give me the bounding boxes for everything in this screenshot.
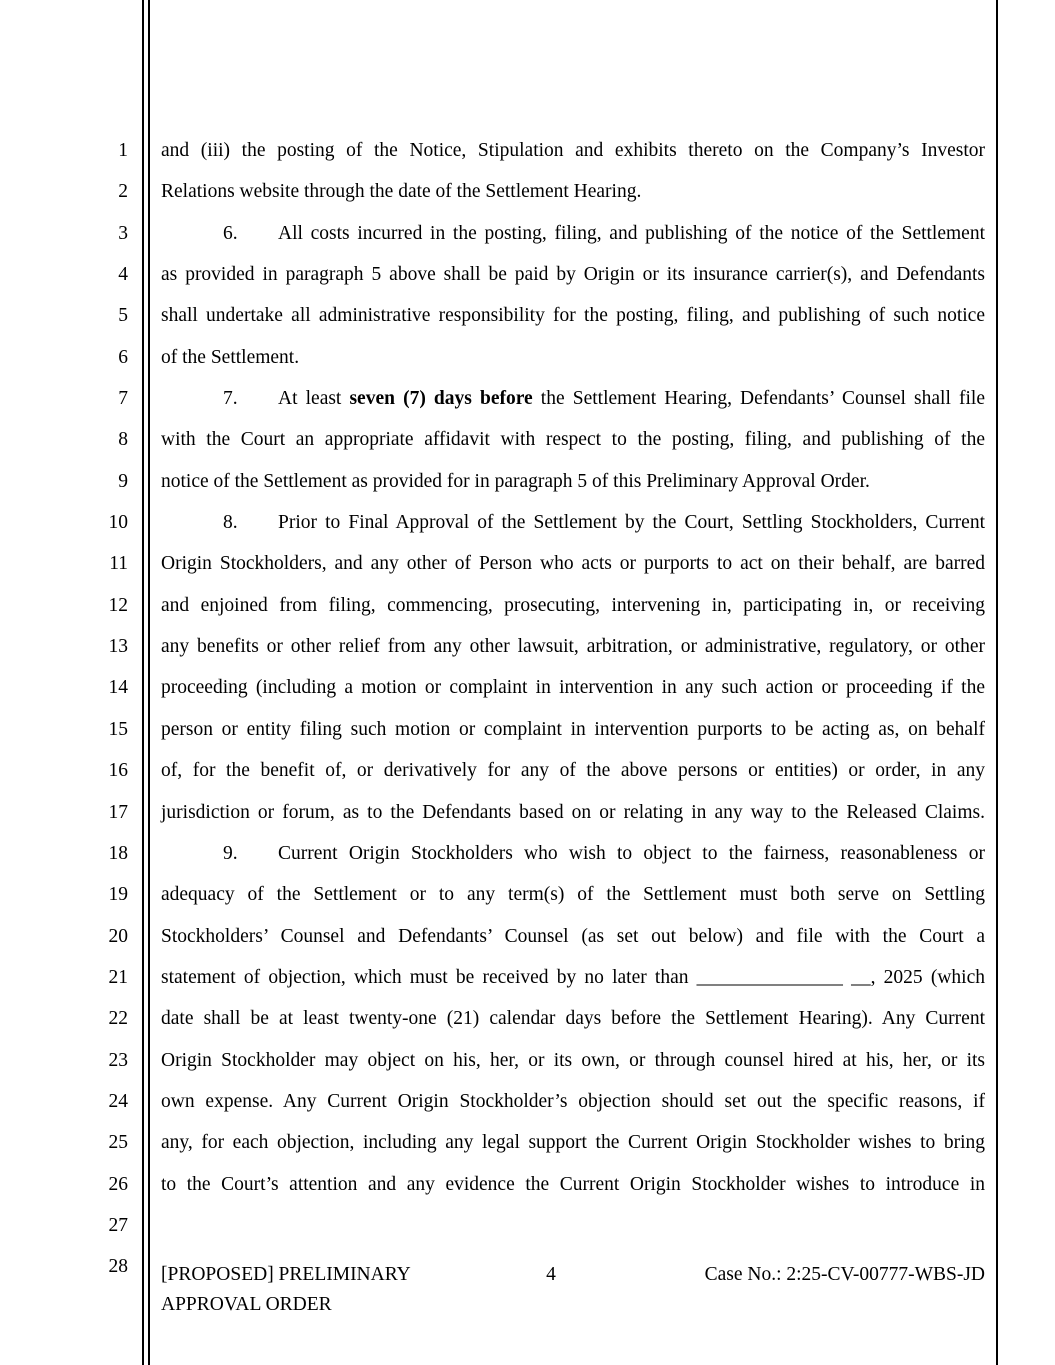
footer-title-line-2: APPROVAL ORDER (161, 1294, 332, 1315)
line-number: 21 (108, 966, 128, 988)
line-number: 1 (118, 140, 128, 161)
line-number: 7 (118, 388, 128, 410)
document-line (161, 916, 985, 957)
text-run: proceeding (including a motion or complaint in intervention in any such action or proceeding if the (161, 677, 985, 699)
line-number: 25 (108, 1132, 128, 1154)
line-number: 26 (108, 1173, 128, 1195)
line-number: 2 (118, 181, 128, 203)
line-number-column (0, 130, 128, 1288)
line-number: 28 (108, 1256, 128, 1278)
document-line (161, 419, 985, 460)
document-line (161, 1205, 985, 1246)
text-run: the Settlement Hearing, Defendants’ Counsel shall file (532, 388, 985, 410)
text-run: At least (278, 388, 350, 410)
line-number: 17 (108, 801, 128, 823)
line-number: 9 (118, 470, 128, 492)
bold-text-run: seven (7) days before (349, 388, 533, 410)
line-number: 11 (109, 553, 128, 575)
line-number: 15 (108, 718, 128, 740)
paragraph-number: 8. (223, 512, 238, 534)
footer-page-number: 4 (546, 1264, 556, 1285)
paragraph-number: 7. (223, 388, 238, 410)
document-line (161, 461, 985, 502)
document-line (161, 1040, 985, 1081)
line-number: 5 (118, 305, 128, 327)
line-number: 24 (108, 1090, 128, 1112)
document-line (161, 171, 985, 212)
document-line (161, 957, 985, 998)
document-line (161, 378, 985, 419)
document-line (161, 130, 985, 171)
text-run: any benefits or other relief from any other lawsuit, arbitration, or administrative, regulatory, or other (161, 636, 985, 658)
text-run: Origin Stockholders, and any other of Person who acts or purports to act on their behalf, are barred (161, 553, 985, 575)
document-body (161, 130, 985, 1288)
text-run: and enjoined from filing, commencing, prosecuting, intervening in, participating in, or receiving (161, 594, 985, 616)
document-line (161, 585, 985, 626)
line-number: 19 (108, 884, 128, 906)
text-run: adequacy of the Settlement or to any term(s) of the Settlement must both serve on Settling (161, 884, 985, 906)
pleading-left-rule-inner (148, 0, 150, 1365)
text-run: Relations website through the date of the Settlement Hearing. (161, 181, 642, 203)
document-line (161, 626, 985, 667)
text-run: and (iii) the posting of the Notice, Stipulation and exhibits thereto on the Company’s Investor (161, 140, 985, 161)
line-number: 22 (108, 1008, 128, 1030)
document-line (161, 543, 985, 584)
text-run: with the Court an appropriate affidavit with respect to the posting, filing, and publishing of the (161, 429, 985, 451)
text-run: Prior to Final Approval of the Settlement by the Court, Settling Stockholders, Current (278, 512, 985, 534)
text-run: of, for the benefit of, or derivatively for any of the above persons or entities) or order, in any (161, 760, 985, 782)
line-number: 18 (108, 842, 128, 864)
line-number: 12 (108, 594, 128, 616)
line-number: 20 (108, 925, 128, 947)
document-line (161, 874, 985, 915)
footer-case-number: Case No.: 2:25-CV-00777-WBS-JD (704, 1264, 985, 1285)
text-run: to the Court’s attention and any evidence the Current Origin Stockholder wishes to introduce in (161, 1173, 985, 1195)
text-run: any, for each objection, including any legal support the Current Origin Stockholder wishes to bring (161, 1132, 985, 1154)
footer-title-line-1: [PROPOSED] PRELIMINARY (161, 1264, 411, 1285)
document-line (161, 792, 985, 833)
text-run: Current Origin Stockholders who wish to object to the fairness, reasonableness or (278, 842, 985, 864)
text-run: own expense. Any Current Origin Stockholder’s objection should set out the specific reasons, if (161, 1090, 985, 1112)
line-number: 23 (108, 1049, 128, 1071)
paragraph-number: 9. (223, 842, 238, 864)
text-run: notice of the Settlement as provided for in paragraph 5 of this Preliminary Approval Order. (161, 470, 870, 492)
document-line (161, 709, 985, 750)
line-number: 14 (108, 677, 128, 699)
line-number: 4 (118, 264, 128, 286)
line-number: 13 (108, 636, 128, 658)
text-run: statement of objection, which must be received by no later than _______________ __, 2025 (which (161, 966, 985, 988)
text-run: shall undertake all administrative responsibility for the posting, filing, and publishing of such notice (161, 305, 985, 327)
document-line (161, 213, 985, 254)
text-run: as provided in paragraph 5 above shall be paid by Origin or its insurance carrier(s), and Defendants (161, 264, 985, 286)
document-line (161, 833, 985, 874)
text-run: Stockholders’ Counsel and Defendants’ Counsel (as set out below) and file with the Court a (161, 925, 985, 947)
line-number: 16 (108, 760, 128, 782)
text-run: jurisdiction or forum, as to the Defendants based on or relating in any way to the Released Claims. (161, 801, 985, 823)
line-number: 6 (118, 346, 128, 368)
line-number: 27 (108, 1214, 128, 1236)
text-run: date shall be at least twenty-one (21) calendar days before the Settlement Hearing). Any Current (161, 1008, 985, 1030)
line-number: 10 (108, 512, 128, 534)
text-run: Origin Stockholder may object on his, her, or its own, or through counsel hired at his, her, or its (161, 1049, 985, 1071)
line-number: 8 (118, 429, 128, 451)
document-line (161, 295, 985, 336)
document-line (161, 502, 985, 543)
text-run: All costs incurred in the posting, filing, and publishing of the notice of the Settlement (278, 222, 985, 244)
paragraph-number: 6. (223, 222, 238, 244)
pleading-left-rule-outer (142, 0, 144, 1365)
document-line (161, 337, 985, 378)
document-line (161, 1164, 985, 1205)
document-line (161, 998, 985, 1039)
pleading-right-rule (996, 0, 998, 1365)
line-number: 3 (118, 222, 128, 244)
document-line (161, 254, 985, 295)
document-line (161, 1081, 985, 1122)
footer-document-title (161, 1260, 411, 1320)
text-run: person or entity filing such motion or complaint in intervention purports to be acting as, on behalf (161, 718, 985, 740)
document-line (161, 1122, 985, 1163)
document-line (161, 667, 985, 708)
document-line (161, 750, 985, 791)
text-run: of the Settlement. (161, 346, 300, 368)
